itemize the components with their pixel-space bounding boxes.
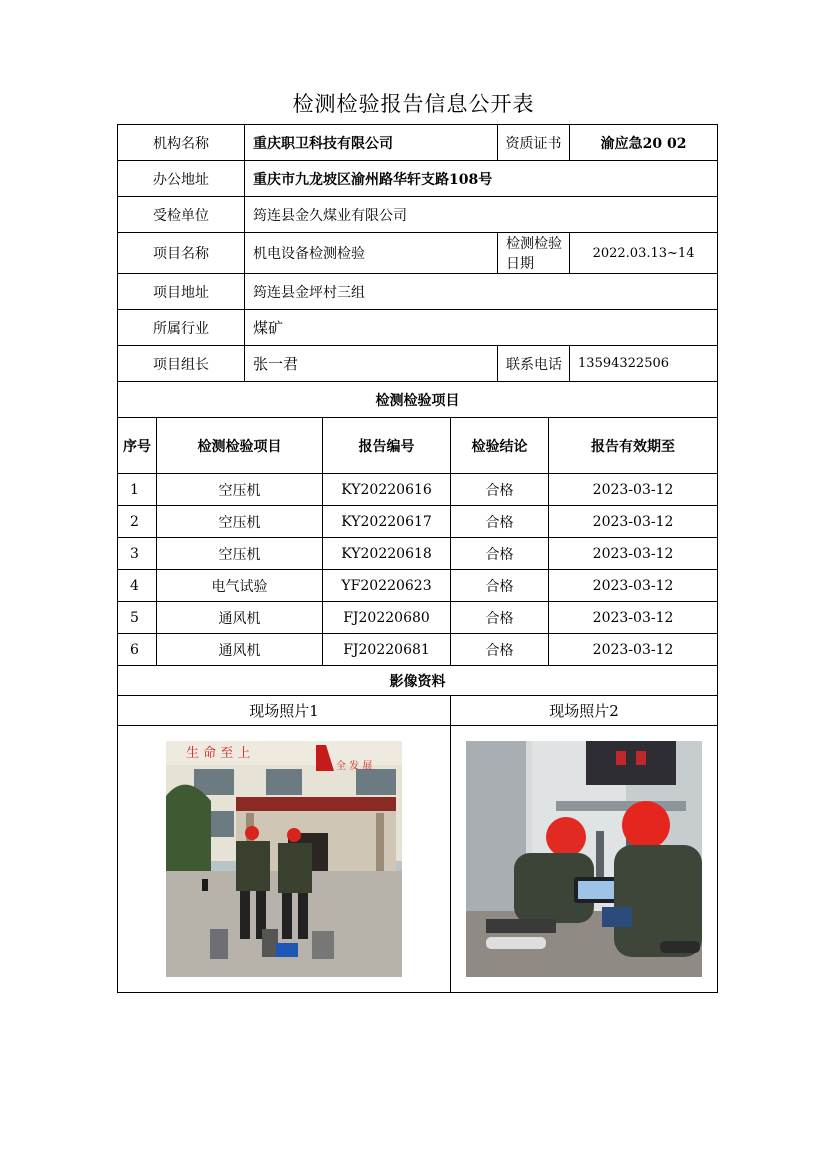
table-row bbox=[118, 474, 718, 506]
project-value: 机电设备检测检验 bbox=[245, 233, 498, 274]
row-report-no: FJ20220680 bbox=[323, 602, 451, 634]
banner-text: 生 命 至 上 bbox=[186, 746, 251, 761]
industry-value: 煤矿 bbox=[245, 310, 718, 346]
row-valid-until: 2023-03-12 bbox=[549, 570, 718, 602]
address-label: 办公地址 bbox=[118, 161, 245, 197]
row-index: 1 bbox=[118, 474, 157, 506]
photo1-label: 现场照片1 bbox=[118, 696, 451, 726]
row-conclusion: 合格 bbox=[451, 506, 549, 538]
row-valid-until: 2023-03-12 bbox=[549, 538, 718, 570]
table-row bbox=[118, 634, 718, 666]
table-row bbox=[118, 506, 718, 538]
row-item: 通风机 bbox=[157, 602, 323, 634]
row-report-no: KY20220618 bbox=[323, 538, 451, 570]
header-report-no: 报告编号 bbox=[323, 418, 451, 474]
org-value: 重庆职卫科技有限公司 bbox=[245, 125, 498, 161]
table-row bbox=[118, 538, 718, 570]
site-photo-1 bbox=[166, 741, 402, 977]
address-value: 重庆市九龙坡区渝州路华轩支路108号 bbox=[245, 161, 718, 197]
date-value: 2022.03.13~14 bbox=[570, 233, 718, 274]
site-photo-2 bbox=[466, 741, 702, 977]
leader-value: 张一君 bbox=[245, 346, 498, 382]
header-valid-until: 报告有效期至 bbox=[549, 418, 718, 474]
row-report-no: KY20220616 bbox=[323, 474, 451, 506]
row-index: 3 bbox=[118, 538, 157, 570]
table-row bbox=[118, 570, 718, 602]
cert-value: 渝应急20 02 bbox=[570, 125, 718, 161]
row-valid-until: 2023-03-12 bbox=[549, 506, 718, 538]
banner-text-2: 全 发 展 bbox=[336, 761, 373, 772]
report-table bbox=[117, 124, 718, 993]
photo1-cell bbox=[118, 726, 451, 993]
phone-label: 联系电话 bbox=[498, 346, 570, 382]
row-report-no: YF20220623 bbox=[323, 570, 451, 602]
industry-label: 所属行业 bbox=[118, 310, 245, 346]
cert-label: 资质证书 bbox=[498, 125, 570, 161]
row-index: 2 bbox=[118, 506, 157, 538]
phone-value: 13594322506 bbox=[570, 346, 718, 382]
project-label: 项目名称 bbox=[118, 233, 245, 274]
header-index: 序号 bbox=[118, 418, 157, 474]
page-title: 检测检验报告信息公开表 bbox=[292, 92, 535, 116]
row-valid-until: 2023-03-12 bbox=[549, 474, 718, 506]
header-conclusion: 检验结论 bbox=[451, 418, 549, 474]
leader-label: 项目组长 bbox=[118, 346, 245, 382]
site-label: 项目地址 bbox=[118, 274, 245, 310]
photo2-cell bbox=[451, 726, 718, 993]
row-conclusion: 合格 bbox=[451, 602, 549, 634]
row-item: 电气试验 bbox=[157, 570, 323, 602]
row-valid-until: 2023-03-12 bbox=[549, 634, 718, 666]
row-item: 空压机 bbox=[157, 538, 323, 570]
row-report-no: KY20220617 bbox=[323, 506, 451, 538]
row-conclusion: 合格 bbox=[451, 474, 549, 506]
client-value: 筠连县金久煤业有限公司 bbox=[245, 197, 718, 233]
site-photo-1-image bbox=[166, 741, 402, 977]
row-item: 空压机 bbox=[157, 474, 323, 506]
date-label: 检测检验日期 bbox=[498, 233, 570, 274]
row-item: 通风机 bbox=[157, 634, 323, 666]
row-conclusion: 合格 bbox=[451, 538, 549, 570]
site-photo-2-image bbox=[466, 741, 702, 977]
table-row bbox=[118, 602, 718, 634]
client-label: 受检单位 bbox=[118, 197, 245, 233]
media-section-title: 影像资料 bbox=[118, 666, 718, 696]
row-index: 6 bbox=[118, 634, 157, 666]
photo2-label: 现场照片2 bbox=[451, 696, 718, 726]
header-item: 检测检验项目 bbox=[157, 418, 323, 474]
row-index: 4 bbox=[118, 570, 157, 602]
items-section-title: 检测检验项目 bbox=[118, 382, 718, 418]
row-item: 空压机 bbox=[157, 506, 323, 538]
row-index: 5 bbox=[118, 602, 157, 634]
row-conclusion: 合格 bbox=[451, 570, 549, 602]
row-report-no: FJ20220681 bbox=[323, 634, 451, 666]
site-value: 筠连县金坪村三组 bbox=[245, 274, 718, 310]
row-valid-until: 2023-03-12 bbox=[549, 602, 718, 634]
row-conclusion: 合格 bbox=[451, 634, 549, 666]
org-label: 机构名称 bbox=[118, 125, 245, 161]
